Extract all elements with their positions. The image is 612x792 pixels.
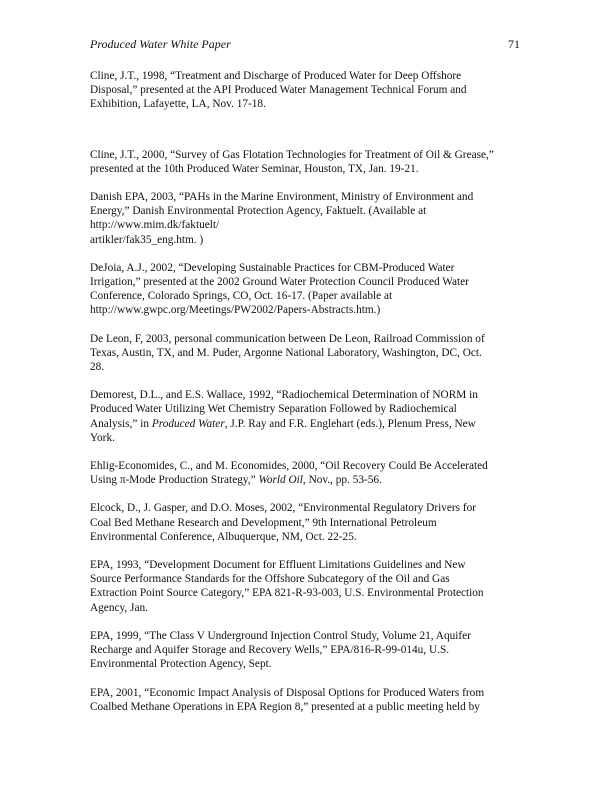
reference-list <box>90 69 530 714</box>
reference-entry: EPA, 1993, “Development Document for Effluent Limitations Guidelines and New Source Performance Standards for the Offshore Subcategory of the Oil and Gas Extraction Point Source Category,” EPA 821-R-93-003, U.S. Environmental Protection Agency, Jan. <box>90 559 484 614</box>
reference-entry <box>90 388 530 445</box>
reference-text: Ehlig-Economides, C., and M. Economides, 2000, “Oil Recovery Could Be Accelerated Using π-Mode Production Strategy,” <box>90 460 488 487</box>
reference-text: , J.P. Ray and F.R. Englehart (eds.), Plenum Press, New York. <box>90 417 476 444</box>
reference-entry: Cline, J.T., 1998, “Treatment and Discharge of Produced Water for Deep Offshore Disposal,” presented at the API Produced Water Management Technical Forum and Exhibition, Lafayette, LA, Nov. 17-18. <box>90 70 467 111</box>
reference-entry: Danish EPA, 2003, “PAHs in the Marine Environment, Ministry of Environment and Energy,” Danish Environmental Protection Agency, Faktuelt. (Available at http://www.mim.dk/faktuelt/ artikler/fak35_eng.htm. ) <box>90 191 474 246</box>
reference-italic-title: Produced Water <box>151 417 225 430</box>
reference-entry: EPA, 2001, “Economic Impact Analysis of Disposal Options for Produced Waters from Coalbed Methane Operations in EPA Region 8,” presented at a public meeting held by <box>90 686 485 713</box>
running-header <box>90 36 520 52</box>
header-title: Produced Water White Paper <box>90 37 231 51</box>
reference-text: , Nov., pp. 53-56. <box>302 474 382 487</box>
reference-italic-title: World Oil <box>258 474 303 487</box>
reference-entry: Elcock, D., J. Gasper, and D.O. Moses, 2002, “Environmental Regulatory Drivers for Coal Bed Methane Research and Development,” 9th International Petroleum Environmental Conference, Albuquerque, NM, Oct. 22-25. <box>90 502 477 543</box>
page-number: 71 <box>508 37 520 51</box>
reference-entry: DeJoia, A.J., 2002, “Developing Sustainable Practices for CBM-Produced Water Irrigation,” presented at the 2002 Ground Water Protection Council Produced Water Conference, Colorado Springs, CO, Oct. 16-17. (Paper available at http://www.gwpc.org/Meetings/PW2002/Papers-Abstracts.htm.) <box>90 261 469 317</box>
reference-entry: De Leon, F, 2003, personal communication between De Leon, Railroad Commission of Texas, Austin, TX, and M. Puder, Argonne National Laboratory, Washington, DC, Oct. 28. <box>90 332 485 374</box>
reference-entry: EPA, 1999, “The Class V Underground Injection Control Study, Volume 21, Aquifer Recharge and Aquifer Storage and Recovery Wells,” EPA/816-R-99-014u, U.S. Environmental Protection Agency, Sept. <box>90 629 471 671</box>
reference-entry <box>90 459 530 487</box>
reference-entry: Cline, J.T., 2000, “Survey of Gas Flotation Technologies for Treatment of Oil & Grease,” presented at the 10th Produced Water Seminar, Houston, TX, Jan. 19-21. <box>90 148 494 175</box>
reference-text: Demorest, D.L., and E.S. Wallace, 1992, “Radiochemical Determination of NORM in Produced Water Utilizing Wet Chemistry Separation Followed by Radiochemical Analysis,” in <box>90 389 478 430</box>
